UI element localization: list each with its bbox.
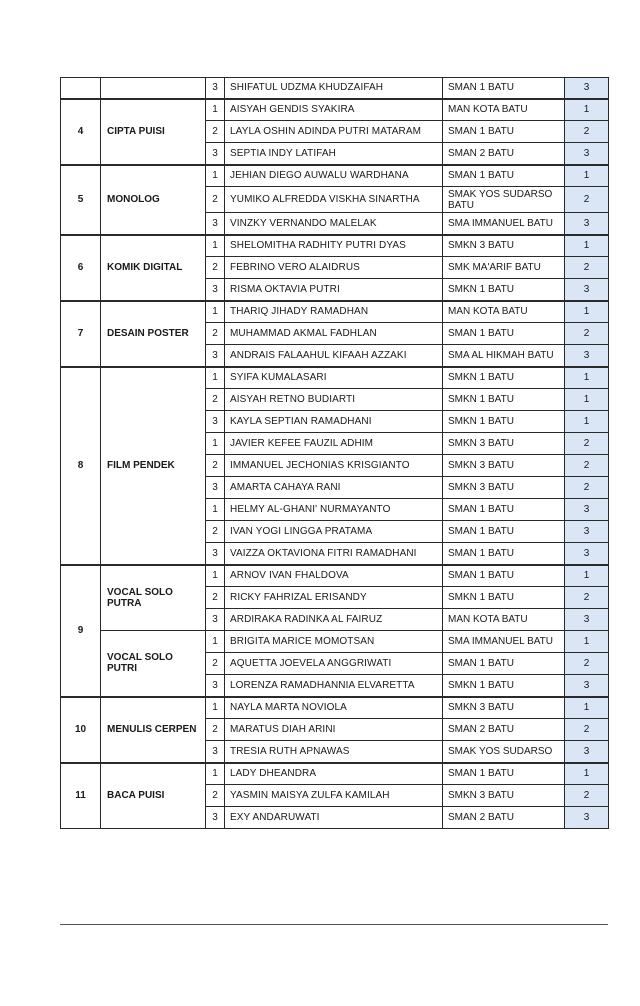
juara-cell: 3 (565, 609, 609, 631)
entry-rank: 2 (206, 587, 225, 609)
entry-rank: 2 (206, 257, 225, 279)
school-name: SMKN 1 BATU (443, 675, 565, 697)
entry-rank: 1 (206, 697, 225, 719)
juara-cell: 3 (565, 807, 609, 829)
participant-name: SHELOMITHA RADHITY PUTRI DYAS (225, 235, 443, 257)
participant-name: RICKY FAHRIZAL ERISANDY (225, 587, 443, 609)
table-row (61, 301, 609, 323)
juara-cell: 2 (565, 257, 609, 279)
juara-cell: 2 (565, 653, 609, 675)
entry-rank: 3 (206, 543, 225, 565)
school-name: SMKN 1 BATU (443, 411, 565, 433)
school-name: SMKN 1 BATU (443, 367, 565, 389)
entry-rank: 1 (206, 367, 225, 389)
participant-name: VINZKY VERNANDO MALELAK (225, 213, 443, 235)
entry-rank: 2 (206, 521, 225, 543)
entry-rank: 3 (206, 78, 225, 99)
results-table (60, 77, 609, 829)
juara-cell: 1 (565, 235, 609, 257)
participant-name: MARATUS DIAH ARINI (225, 719, 443, 741)
school-name: SMKN 3 BATU (443, 785, 565, 807)
school-name: SMKN 3 BATU (443, 477, 565, 499)
participant-name: TRESIA RUTH APNAWAS (225, 741, 443, 763)
event-number: 9 (61, 565, 101, 697)
entry-rank: 1 (206, 99, 225, 121)
school-name: SMA IMMANUEL BATU (443, 631, 565, 653)
table-row (61, 367, 609, 389)
juara-cell: 1 (565, 99, 609, 121)
entry-rank: 2 (206, 389, 225, 411)
juara-cell: 1 (565, 389, 609, 411)
table-row (61, 99, 609, 121)
school-name: SMAN 1 BATU (443, 78, 565, 99)
juara-cell: 3 (565, 675, 609, 697)
entry-rank: 2 (206, 653, 225, 675)
participant-name: KAYLA SEPTIAN RAMADHANI (225, 411, 443, 433)
school-name: SMAN 1 BATU (443, 565, 565, 587)
school-name: SMKN 1 BATU (443, 279, 565, 301)
table-row (61, 697, 609, 719)
participant-name: YASMIN MAISYA ZULFA KAMILAH (225, 785, 443, 807)
school-name: SMA AL HIKMAH BATU (443, 345, 565, 367)
table-row (61, 165, 609, 187)
school-name: SMAK YOS SUDARSO BATU (443, 187, 565, 213)
school-name: SMAN 1 BATU (443, 121, 565, 143)
school-name: SMA IMMANUEL BATU (443, 213, 565, 235)
juara-cell: 3 (565, 521, 609, 543)
entry-rank: 3 (206, 345, 225, 367)
event-category: KOMIK DIGITAL (101, 235, 206, 301)
entry-rank: 3 (206, 741, 225, 763)
table-row (61, 565, 609, 587)
entry-rank: 3 (206, 807, 225, 829)
participant-name: THARIQ JIHADY RAMADHAN (225, 301, 443, 323)
juara-cell: 2 (565, 719, 609, 741)
juara-cell: 2 (565, 587, 609, 609)
event-category (101, 78, 206, 99)
event-number: 5 (61, 165, 101, 235)
school-name: SMAN 1 BATU (443, 653, 565, 675)
school-name: MAN KOTA BATU (443, 301, 565, 323)
footer-divider (60, 924, 608, 925)
school-name: SMAN 1 BATU (443, 165, 565, 187)
entry-rank: 1 (206, 235, 225, 257)
participant-name: SYIFA KUMALASARI (225, 367, 443, 389)
participant-name: IVAN YOGI LINGGA PRATAMA (225, 521, 443, 543)
participant-name: FEBRINO VERO ALAIDRUS (225, 257, 443, 279)
table-row (61, 78, 609, 99)
participant-name: ANDRAIS FALAAHUL KIFAAH AZZAKI (225, 345, 443, 367)
juara-cell: 3 (565, 345, 609, 367)
entry-rank: 2 (206, 719, 225, 741)
school-name: SMK MA'ARIF BATU (443, 257, 565, 279)
participant-name: ARNOV IVAN FHALDOVA (225, 565, 443, 587)
participant-name: LADY DHEANDRA (225, 763, 443, 785)
event-category: MENULIS CERPEN (101, 697, 206, 763)
juara-cell: 3 (565, 143, 609, 165)
school-name: SMAN 2 BATU (443, 719, 565, 741)
event-number (61, 78, 101, 99)
participant-name: VAIZZA OKTAVIONA FITRI RAMADHANI (225, 543, 443, 565)
entry-rank: 1 (206, 763, 225, 785)
participant-name: MUHAMMAD AKMAL FADHLAN (225, 323, 443, 345)
table-row (61, 763, 609, 785)
juara-cell: 1 (565, 631, 609, 653)
juara-cell: 1 (565, 565, 609, 587)
entry-rank: 3 (206, 609, 225, 631)
participant-name: NAYLA MARTA NOVIOLA (225, 697, 443, 719)
juara-cell: 1 (565, 301, 609, 323)
participant-name: EXY ANDARUWATI (225, 807, 443, 829)
juara-cell: 1 (565, 165, 609, 187)
school-name: SMAK YOS SUDARSO (443, 741, 565, 763)
event-number: 4 (61, 99, 101, 165)
event-category: VOCAL SOLO PUTRI (101, 631, 206, 697)
juara-cell: 2 (565, 187, 609, 213)
school-name: SMAN 1 BATU (443, 521, 565, 543)
table-row (61, 631, 609, 653)
juara-cell: 1 (565, 411, 609, 433)
school-name: SMAN 1 BATU (443, 543, 565, 565)
participant-name: BRIGITA MARICE MOMOTSAN (225, 631, 443, 653)
entry-rank: 1 (206, 631, 225, 653)
entry-rank: 2 (206, 121, 225, 143)
school-name: SMAN 2 BATU (443, 807, 565, 829)
participant-name: YUMIKO ALFREDDA VISKHA SINARTHA (225, 187, 443, 213)
participant-name: AQUETTA JOEVELA ANGGRIWATI (225, 653, 443, 675)
participant-name: SEPTIA INDY LATIFAH (225, 143, 443, 165)
school-name: SMKN 3 BATU (443, 697, 565, 719)
event-number: 7 (61, 301, 101, 367)
school-name: SMKN 3 BATU (443, 455, 565, 477)
entry-rank: 2 (206, 187, 225, 213)
event-number: 11 (61, 763, 101, 829)
entry-rank: 2 (206, 785, 225, 807)
school-name: SMKN 3 BATU (443, 433, 565, 455)
entry-rank: 3 (206, 213, 225, 235)
school-name: SMAN 1 BATU (443, 323, 565, 345)
event-category: DESAIN POSTER (101, 301, 206, 367)
juara-cell: 1 (565, 697, 609, 719)
juara-cell: 1 (565, 763, 609, 785)
participant-name: AMARTA CAHAYA RANI (225, 477, 443, 499)
school-name: SMAN 1 BATU (443, 499, 565, 521)
juara-cell: 2 (565, 455, 609, 477)
juara-cell: 3 (565, 741, 609, 763)
juara-cell: 3 (565, 213, 609, 235)
juara-cell: 2 (565, 121, 609, 143)
entry-rank: 1 (206, 565, 225, 587)
school-name: SMKN 1 BATU (443, 587, 565, 609)
juara-cell: 2 (565, 477, 609, 499)
entry-rank: 3 (206, 675, 225, 697)
participant-name: HELMY AL-GHANI' NURMAYANTO (225, 499, 443, 521)
participant-name: ARDIRAKA RADINKA AL FAIRUZ (225, 609, 443, 631)
entry-rank: 3 (206, 143, 225, 165)
table-row (61, 235, 609, 257)
event-category: BACA PUISI (101, 763, 206, 829)
event-category: VOCAL SOLO PUTRA (101, 565, 206, 631)
participant-name: IMMANUEL JECHONIAS KRISGIANTO (225, 455, 443, 477)
school-name: SMKN 3 BATU (443, 235, 565, 257)
entry-rank: 3 (206, 477, 225, 499)
juara-cell: 3 (565, 279, 609, 301)
participant-name: RISMA OKTAVIA PUTRI (225, 279, 443, 301)
juara-cell: 3 (565, 78, 609, 99)
entry-rank: 2 (206, 455, 225, 477)
entry-rank: 3 (206, 411, 225, 433)
entry-rank: 1 (206, 433, 225, 455)
juara-cell: 3 (565, 543, 609, 565)
juara-cell: 2 (565, 323, 609, 345)
school-name: SMAN 2 BATU (443, 143, 565, 165)
school-name: SMAN 1 BATU (443, 763, 565, 785)
juara-cell: 2 (565, 433, 609, 455)
entry-rank: 3 (206, 279, 225, 301)
juara-cell: 2 (565, 785, 609, 807)
school-name: MAN KOTA BATU (443, 609, 565, 631)
participant-name: AISYAH RETNO BUDIARTI (225, 389, 443, 411)
event-category: FILM PENDEK (101, 367, 206, 565)
event-number: 10 (61, 697, 101, 763)
entry-rank: 2 (206, 323, 225, 345)
entry-rank: 1 (206, 165, 225, 187)
juara-cell: 3 (565, 499, 609, 521)
school-name: SMKN 1 BATU (443, 389, 565, 411)
event-number: 6 (61, 235, 101, 301)
school-name: MAN KOTA BATU (443, 99, 565, 121)
entry-rank: 1 (206, 499, 225, 521)
participant-name: LORENZA RAMADHANNIA ELVARETTA (225, 675, 443, 697)
event-category: MONOLOG (101, 165, 206, 235)
participant-name: SHIFATUL UDZMA KHUDZAIFAH (225, 78, 443, 99)
participant-name: LAYLA OSHIN ADINDA PUTRI MATARAM (225, 121, 443, 143)
event-number: 8 (61, 367, 101, 565)
participant-name: JAVIER KEFEE FAUZIL ADHIM (225, 433, 443, 455)
participant-name: JEHIAN DIEGO AUWALU WARDHANA (225, 165, 443, 187)
event-category: CIPTA PUISI (101, 99, 206, 165)
juara-cell: 1 (565, 367, 609, 389)
participant-name: AISYAH GENDIS SYAKIRA (225, 99, 443, 121)
entry-rank: 1 (206, 301, 225, 323)
